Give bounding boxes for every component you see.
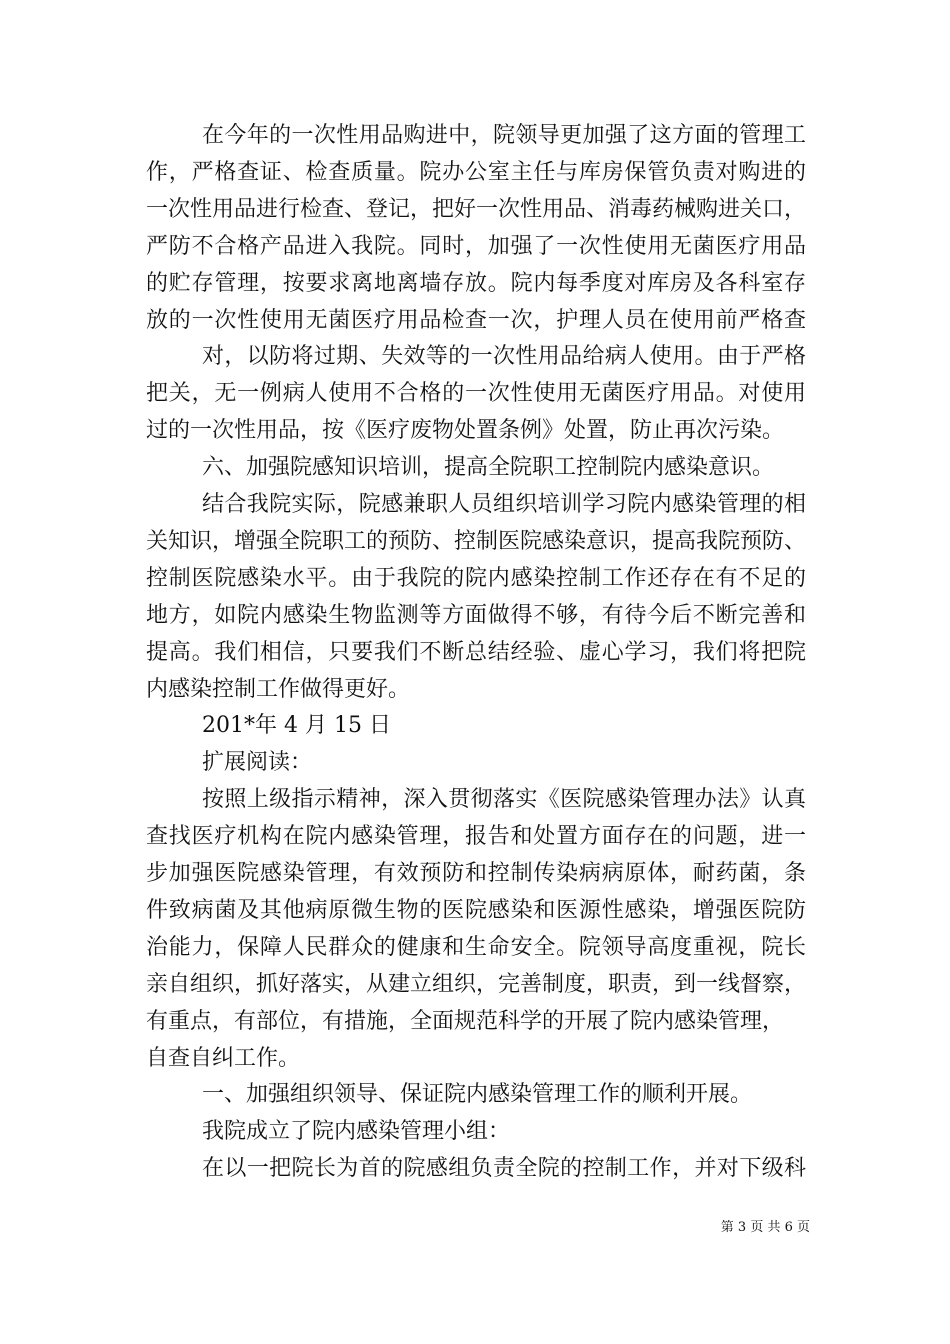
page-number: 第 3 页 共 6 页 (720, 1220, 810, 1235)
text-line: 查找医疗机构在院内感染管理，报告和处置方面存在的问题，进一 (146, 824, 806, 849)
text-line: 关知识，增强全院职工的预防、控制医院感染意识，提高我院预防、 (146, 529, 806, 554)
text-line: 作，严格查证、检查质量。院办公室主任与库房保管负责对购进的 (146, 160, 806, 185)
text-line: 一、加强组织领导、保证院内感染管理工作的顺利开展。 (202, 1082, 753, 1107)
text-line: 治能力，保障人民群众的健康和生命安全。院领导高度重视，院长 (146, 935, 806, 960)
text-line: 在今年的一次性用品购进中，院领导更加强了这方面的管理工 (202, 123, 806, 148)
text-line: 扩展阅读： (202, 750, 313, 775)
text-line: 在以一把院长为首的院感组负责全院的控制工作，并对下级科 (202, 1156, 806, 1181)
text-line: 自查自纠工作。 (146, 1046, 301, 1071)
text-line: 内感染控制工作做得更好。 (146, 677, 411, 702)
text-line: 结合我院实际，院感兼职人员组织培训学习院内感染管理的相 (202, 492, 806, 517)
text-line: 一次性用品进行检查、登记，把好一次性用品、消毒药械购进关口， (146, 197, 806, 222)
text-line: 201*年 4 月 15 日 (202, 713, 391, 738)
text-line: 严防不合格产品进入我院。同时，加强了一次性使用无菌医疗用品 (146, 234, 806, 259)
text-line: 地方，如院内感染生物监测等方面做得不够，有待今后不断完善和 (146, 603, 806, 628)
text-line: 我院成立了院内感染管理小组： (202, 1119, 511, 1144)
text-line: 过的一次性用品，按《医疗废物处置条例》处置，防止再次污染。 (146, 418, 785, 443)
text-line: 控制医院感染水平。由于我院的院内感染控制工作还存在有不足的 (146, 566, 806, 591)
text-line: 按照上级指示精神，深入贯彻落实《医院感染管理办法》认真 (202, 787, 806, 812)
text-line: 有重点，有部位，有措施，全面规范科学的开展了院内感染管理， (146, 1009, 785, 1034)
text-line: 提高。我们相信，只要我们不断总结经验、虚心学习，我们将把院 (146, 640, 806, 665)
text-line: 六、加强院感知识培训，提高全院职工控制院内感染意识。 (202, 455, 775, 480)
text-line: 亲自组织，抓好落实，从建立组织，完善制度，职责，到一线督察， (146, 972, 806, 997)
text-line: 把关，无一例病人使用不合格的一次性使用无菌医疗用品。对使用 (146, 381, 806, 406)
text-line: 对，以防将过期、失效等的一次性用品给病人使用。由于严格 (202, 344, 806, 369)
text-line: 放的一次性使用无菌医疗用品检查一次，护理人员在使用前严格查 (146, 308, 806, 333)
text-line: 步加强医院感染管理，有效预防和控制传染病病原体，耐药菌，条 (146, 861, 806, 886)
text-line: 的贮存管理，按要求离地离墙存放。院内每季度对库房及各科室存 (146, 271, 806, 296)
text-line: 件致病菌及其他病原微生物的医院感染和医源性感染，增强医院防 (146, 898, 806, 923)
